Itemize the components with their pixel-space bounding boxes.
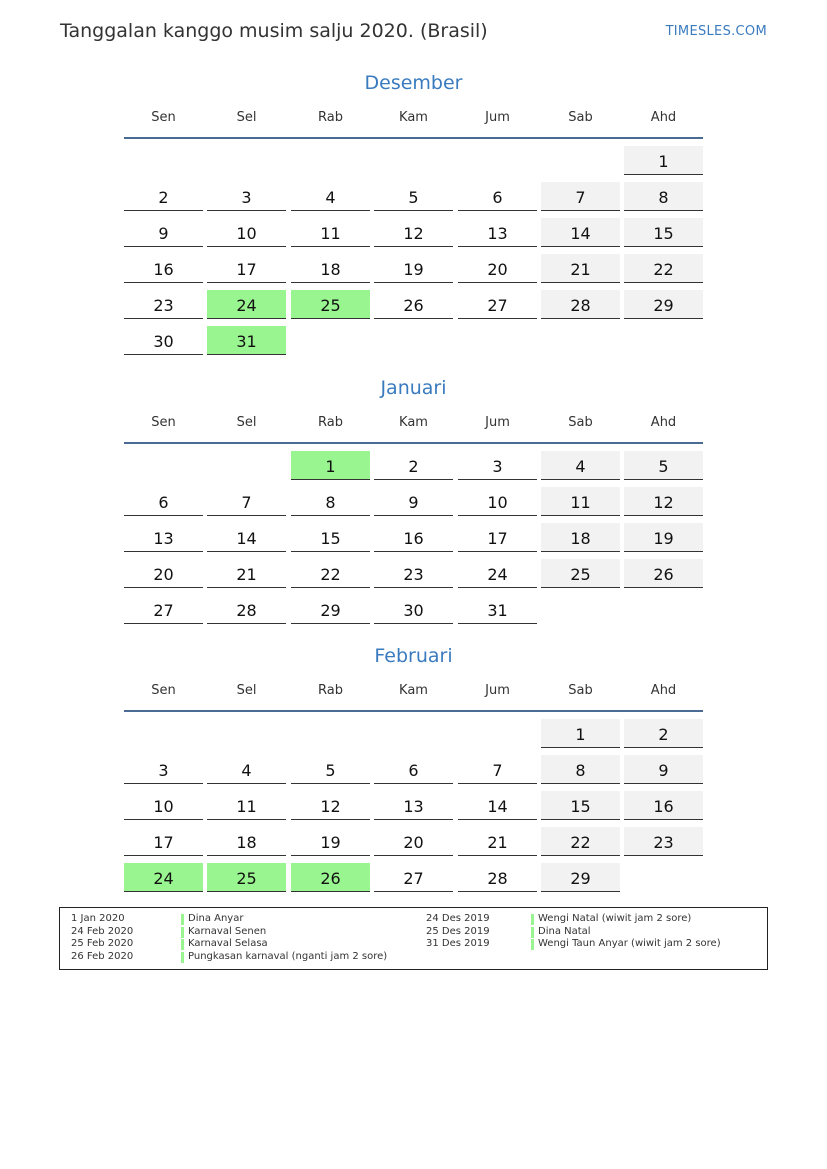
day-cell[interactable]: 21 <box>207 559 286 588</box>
day-cell[interactable]: 13 <box>374 791 453 820</box>
day-cell[interactable]: 8 <box>624 182 703 211</box>
day-cell[interactable]: 15 <box>291 523 370 552</box>
day-cell[interactable]: 14 <box>207 523 286 552</box>
legend-holiday-name: Wengi Taun Anyar (wiwit jam 2 sore) <box>531 938 721 951</box>
day-cell[interactable]: 14 <box>458 791 537 820</box>
weekday-label: Sen <box>151 683 176 698</box>
day-cell[interactable]: 9 <box>124 218 203 247</box>
weekday-label: Jum <box>485 415 510 430</box>
legend-date: 25 Feb 2020 <box>71 938 134 950</box>
day-cell[interactable]: 16 <box>624 791 703 820</box>
day-cell[interactable]: 6 <box>374 755 453 784</box>
day-cell[interactable]: 12 <box>624 487 703 516</box>
month-title: Februari <box>374 645 453 667</box>
day-cell[interactable]: 8 <box>541 755 620 784</box>
weekday-label: Kam <box>399 415 428 430</box>
weekday-label: Sab <box>568 110 593 125</box>
day-cell[interactable]: 29 <box>624 290 703 319</box>
weekday-label: Sab <box>568 683 593 698</box>
weekday-label: Sab <box>568 415 593 430</box>
day-cell[interactable]: 10 <box>458 487 537 516</box>
day-cell[interactable]: 7 <box>207 487 286 516</box>
day-cell[interactable]: 10 <box>124 791 203 820</box>
month-title: Januari <box>380 377 447 399</box>
day-cell[interactable]: 24 <box>207 290 286 319</box>
day-cell[interactable]: 12 <box>291 791 370 820</box>
day-cell[interactable]: 11 <box>207 791 286 820</box>
day-cell[interactable]: 16 <box>124 254 203 283</box>
day-cell[interactable]: 4 <box>207 755 286 784</box>
day-cell[interactable]: 23 <box>374 559 453 588</box>
day-cell[interactable]: 22 <box>541 827 620 856</box>
day-cell[interactable]: 27 <box>124 595 203 624</box>
day-cell[interactable]: 20 <box>458 254 537 283</box>
legend-holiday-name: Karnaval Senen <box>181 926 266 939</box>
day-cell[interactable]: 1 <box>624 146 703 175</box>
day-cell[interactable]: 19 <box>291 827 370 856</box>
day-cell[interactable]: 17 <box>124 827 203 856</box>
legend-holiday-name: Pungkasan karnaval (nganti jam 2 sore) <box>181 951 387 964</box>
month-title: Desember <box>364 72 463 94</box>
day-cell[interactable]: 3 <box>207 182 286 211</box>
legend-date: 26 Feb 2020 <box>71 950 134 962</box>
day-cell[interactable]: 26 <box>291 863 370 892</box>
day-cell[interactable]: 29 <box>291 595 370 624</box>
page-title: Tanggalan kanggo musim salju 2020. (Brasil) <box>60 20 488 42</box>
weekday-separator <box>124 137 703 139</box>
weekday-label: Kam <box>399 110 428 125</box>
day-cell[interactable]: 2 <box>624 719 703 748</box>
day-cell[interactable]: 6 <box>124 487 203 516</box>
holiday-legend <box>59 907 768 970</box>
weekday-separator <box>124 442 703 444</box>
legend-holiday-name: Wengi Natal (wiwit jam 2 sore) <box>531 913 691 926</box>
day-cell[interactable]: 20 <box>124 559 203 588</box>
day-cell[interactable]: 3 <box>124 755 203 784</box>
day-cell[interactable]: 1 <box>541 719 620 748</box>
day-cell[interactable]: 11 <box>291 218 370 247</box>
legend-holiday-name: Dina Natal <box>531 926 591 939</box>
day-cell[interactable]: 23 <box>624 827 703 856</box>
day-cell[interactable]: 24 <box>458 559 537 588</box>
weekday-label: Ahd <box>650 110 677 125</box>
day-cell[interactable]: 4 <box>541 451 620 480</box>
weekday-label: Jum <box>485 683 510 698</box>
legend-date: 25 Des 2019 <box>426 925 490 937</box>
day-cell[interactable]: 18 <box>207 827 286 856</box>
day-cell[interactable]: 9 <box>374 487 453 516</box>
day-cell[interactable]: 21 <box>458 827 537 856</box>
day-cell[interactable]: 24 <box>124 863 203 892</box>
day-cell[interactable]: 1 <box>291 451 370 480</box>
weekday-label: Kam <box>399 683 428 698</box>
day-cell[interactable]: 22 <box>624 254 703 283</box>
legend-holiday-name: Dina Anyar <box>181 913 243 926</box>
day-cell[interactable]: 31 <box>207 326 286 355</box>
day-cell[interactable]: 14 <box>541 218 620 247</box>
day-cell[interactable]: 9 <box>624 755 703 784</box>
day-cell[interactable]: 28 <box>541 290 620 319</box>
day-cell[interactable]: 29 <box>541 863 620 892</box>
brand-link[interactable]: TIMESLES.COM <box>665 24 767 39</box>
legend-date: 31 Des 2019 <box>426 938 490 950</box>
day-cell[interactable]: 7 <box>541 182 620 211</box>
day-cell[interactable]: 2 <box>124 182 203 211</box>
weekday-label: Rab <box>318 683 343 698</box>
weekday-label: Rab <box>318 110 343 125</box>
day-cell[interactable]: 26 <box>624 559 703 588</box>
day-cell[interactable]: 19 <box>624 523 703 552</box>
day-cell[interactable]: 13 <box>458 218 537 247</box>
day-cell[interactable]: 25 <box>291 290 370 319</box>
day-cell[interactable]: 17 <box>458 523 537 552</box>
day-cell[interactable]: 23 <box>124 290 203 319</box>
day-cell[interactable]: 21 <box>541 254 620 283</box>
day-cell[interactable]: 30 <box>374 595 453 624</box>
day-cell[interactable]: 26 <box>374 290 453 319</box>
legend-holiday-name: Karnaval Selasa <box>181 938 268 951</box>
day-cell[interactable]: 6 <box>458 182 537 211</box>
day-cell[interactable]: 15 <box>624 218 703 247</box>
day-cell[interactable]: 25 <box>541 559 620 588</box>
day-cell[interactable]: 20 <box>374 827 453 856</box>
day-cell[interactable]: 28 <box>458 863 537 892</box>
day-cell[interactable]: 22 <box>291 559 370 588</box>
day-cell[interactable]: 5 <box>374 182 453 211</box>
day-cell[interactable]: 15 <box>541 791 620 820</box>
day-cell[interactable]: 28 <box>207 595 286 624</box>
day-cell[interactable]: 11 <box>541 487 620 516</box>
day-cell[interactable]: 8 <box>291 487 370 516</box>
weekday-label: Sel <box>236 415 257 430</box>
day-cell[interactable]: 16 <box>374 523 453 552</box>
day-cell[interactable]: 27 <box>458 290 537 319</box>
weekday-label: Sen <box>151 110 176 125</box>
weekday-label: Ahd <box>650 683 677 698</box>
day-cell[interactable]: 27 <box>374 863 453 892</box>
weekday-label: Ahd <box>650 415 677 430</box>
day-cell[interactable]: 2 <box>374 451 453 480</box>
day-cell[interactable]: 25 <box>207 863 286 892</box>
day-cell[interactable]: 7 <box>458 755 537 784</box>
weekday-label: Jum <box>485 110 510 125</box>
weekday-label: Sel <box>236 110 257 125</box>
legend-date: 24 Des 2019 <box>426 913 490 924</box>
legend-date: 1 Jan 2020 <box>71 913 125 924</box>
day-cell[interactable]: 5 <box>291 755 370 784</box>
weekday-label: Rab <box>318 415 343 430</box>
day-cell[interactable]: 18 <box>541 523 620 552</box>
weekday-label: Sel <box>236 683 257 698</box>
day-cell[interactable]: 4 <box>291 182 370 211</box>
day-cell[interactable]: 18 <box>291 254 370 283</box>
day-cell[interactable]: 31 <box>458 595 537 624</box>
day-cell[interactable]: 3 <box>458 451 537 480</box>
weekday-separator <box>124 710 703 712</box>
legend-date: 24 Feb 2020 <box>71 925 134 937</box>
day-cell[interactable]: 13 <box>124 523 203 552</box>
day-cell[interactable]: 30 <box>124 326 203 355</box>
weekday-label: Sen <box>151 415 176 430</box>
day-cell[interactable]: 5 <box>624 451 703 480</box>
day-cell[interactable]: 10 <box>207 218 286 247</box>
day-cell[interactable]: 17 <box>207 254 286 283</box>
day-cell[interactable]: 19 <box>374 254 453 283</box>
day-cell[interactable]: 12 <box>374 218 453 247</box>
